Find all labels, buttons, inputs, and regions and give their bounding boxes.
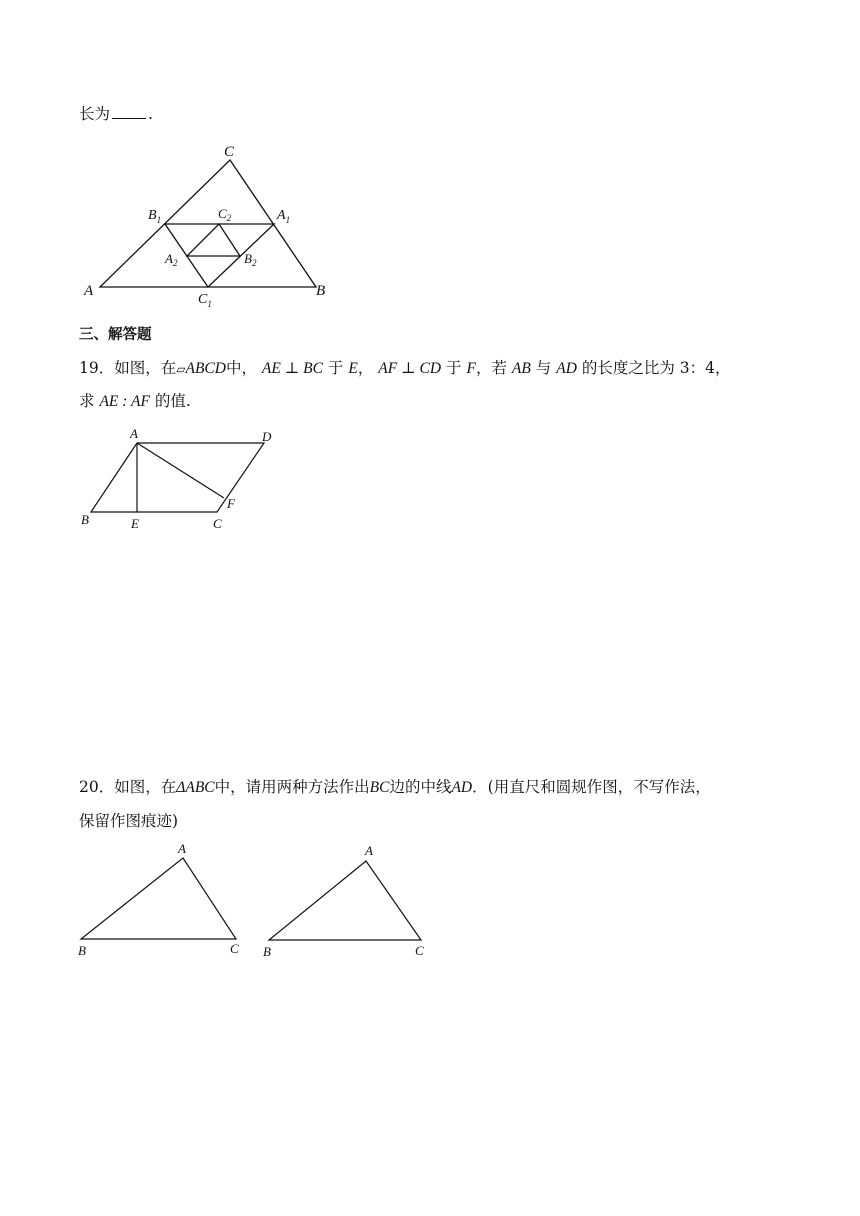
fig18-label-C2-main: C xyxy=(218,206,227,221)
fig19-label-A: A xyxy=(130,426,138,441)
fig19-label-E: E xyxy=(131,516,139,531)
q19-math-ab: AB xyxy=(511,360,531,377)
fig19-label-D: D xyxy=(262,429,272,444)
fig18-label-B2-main: B xyxy=(244,251,252,266)
fig18-label-B: B xyxy=(316,283,326,299)
fig19-label-B: B xyxy=(81,512,89,527)
q20-math-ad: AD xyxy=(451,779,473,796)
q19-math-e: E xyxy=(348,360,358,377)
fig18-label-C1-main: C xyxy=(198,292,208,307)
fig18-label-A2-sub: 2 xyxy=(172,258,178,268)
q19-text: 求 xyxy=(79,392,95,410)
q19-text: 的值. xyxy=(154,392,191,410)
q19-math-abcd: ABCD xyxy=(185,360,226,377)
section-heading: 三、解答题 xyxy=(79,327,152,343)
fig20-left-label-A: A xyxy=(178,841,186,856)
q20-text: ．(用直尺和圆规作图，不写作法， xyxy=(472,778,711,796)
prev-question-text: 长为 xyxy=(79,105,111,123)
q19-text: 于 xyxy=(446,359,462,377)
q19-text: ， xyxy=(357,359,374,377)
fig20-right-triangle xyxy=(269,861,421,940)
q20-text: 如图，在 xyxy=(114,778,177,796)
parallelogram-symbol: ▱ xyxy=(176,362,186,376)
fig18-label-B1-sub: 1 xyxy=(156,215,162,225)
q19-text: 于 xyxy=(327,359,344,377)
fig18-label-A1-sub: 1 xyxy=(285,215,291,225)
q20-text: 中，请用两种方法作出 xyxy=(214,778,370,796)
q19-text: 与 xyxy=(535,359,552,377)
fig18-label-B2-sub: 2 xyxy=(251,258,257,268)
fig20-left-label-B: B xyxy=(78,943,86,958)
q19-text: ，若 xyxy=(475,359,507,377)
q19-text: 的长度之比为 3：4， xyxy=(581,359,731,377)
fig18-label-A: A xyxy=(84,283,94,299)
fig20-right-label-B: B xyxy=(263,944,271,959)
q19-text: 中， xyxy=(225,359,257,377)
fig19-label-C: C xyxy=(213,516,222,531)
q19-math-ae-af: AE : AF xyxy=(99,393,150,410)
fig18-label-A2-main: A xyxy=(165,251,173,266)
q19-math-f: F xyxy=(466,360,476,377)
fig19-label-F: F xyxy=(227,496,235,511)
fig18-label-C: C xyxy=(224,144,235,160)
q20-number: 20． xyxy=(79,778,115,796)
q20-text: 保留作图痕迹) xyxy=(79,812,179,830)
fig18-label-A1-main: A xyxy=(277,208,286,223)
fig18-label-C1-sub: 1 xyxy=(207,299,212,309)
fig20-right-label-C: C xyxy=(415,943,424,958)
fig18-label-C2-sub: 2 xyxy=(226,213,232,223)
q19-number: 19． xyxy=(79,359,115,377)
q19-math-ae-perp-bc: AE ⊥ BC xyxy=(261,360,323,377)
q19-text: 如图，在 xyxy=(114,359,177,377)
q19-math-ad: AD xyxy=(556,360,577,377)
fig18-label-B1-main: B xyxy=(148,208,157,223)
fig20-left-label-C: C xyxy=(230,941,239,956)
q20-math-bc: BC xyxy=(369,779,390,796)
q20-text: 边的中线 xyxy=(389,778,452,796)
q20-math-triangle-abc: ΔABC xyxy=(176,779,215,796)
q19-math-af-perp-cd: AF ⊥ CD xyxy=(378,360,442,377)
prev-question-period: . xyxy=(148,105,153,123)
fig20-left-triangle xyxy=(81,858,236,939)
fig20-right-label-A: A xyxy=(365,843,373,858)
